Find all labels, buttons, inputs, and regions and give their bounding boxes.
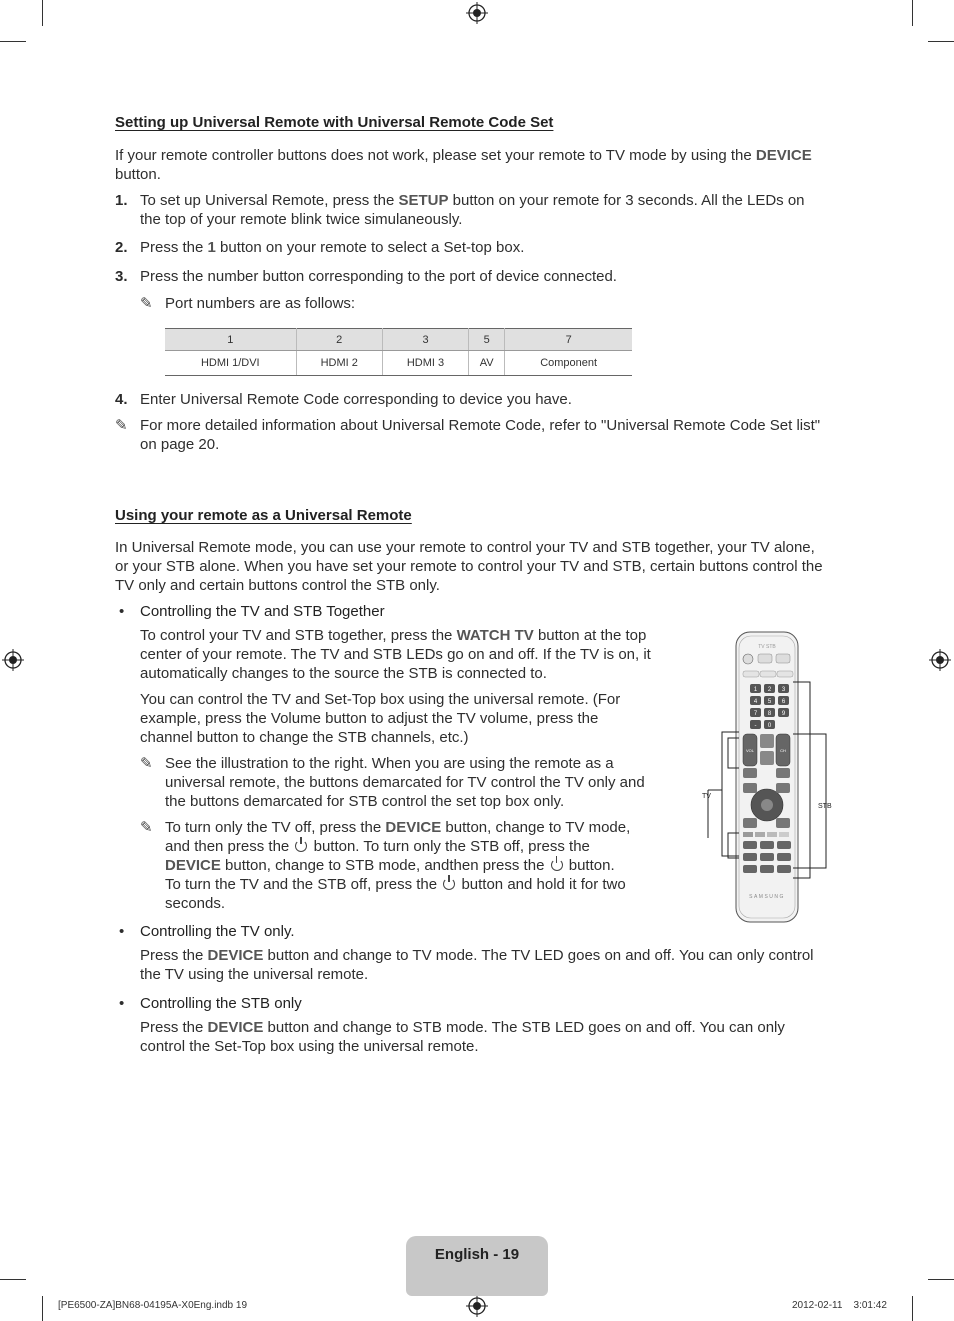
registration-mark-icon <box>2 649 24 671</box>
bullet-dot: • <box>119 995 125 1012</box>
pencil-note-icon: ✎ <box>140 755 153 772</box>
remote-key-label: 1 <box>753 687 758 693</box>
remote-key-label: 2 <box>767 687 772 693</box>
more-info-note: For more detailed information about Universal Remote Code, refer to "Universal Remote Code Set list" on page 20. <box>140 417 821 453</box>
step-number: 2. <box>115 239 128 256</box>
intro-text: If your remote controller buttons does not work, please set your remote to TV mode by using the <box>115 147 756 164</box>
bullet-title: Controlling the TV only. <box>140 923 295 940</box>
table-cell: HDMI 1/DVI <box>165 351 296 376</box>
remote-key-label: 5 <box>767 699 772 705</box>
table-cell: AV <box>469 351 505 376</box>
page-number-tab <box>406 1236 548 1296</box>
remote-key-label: 0 <box>767 723 772 729</box>
table-header-cell: 7 <box>505 329 632 351</box>
intro-paragraph <box>115 146 845 184</box>
bullet2-paragraph: Press the DEVICE button and change to TV mode. The TV LED goes on and off. You can only control the TV using the universal remote. <box>140 947 814 983</box>
table-header-cell: 2 <box>296 329 382 351</box>
crop-mark <box>928 1279 954 1280</box>
step-2-text: Press the 1 button on your remote to select a Set-top box. <box>140 239 525 256</box>
table-header-row <box>165 329 632 351</box>
step-number: 3. <box>115 268 128 285</box>
section2-intro: In Universal Remote mode, you can use your remote to control your TV and STB together, your TV alone, or your STB alone. When you have set your remote to control your TV and STB, certain buttons control the TV only and certain buttons control the STB only. <box>115 539 823 594</box>
port-note: Port numbers are as follows: <box>165 295 356 312</box>
remote-key-label: 6 <box>781 699 786 705</box>
power-icon <box>443 878 455 890</box>
crop-mark <box>0 1279 26 1280</box>
power-off-note: To turn only the TV off, press the DEVICE button, change to TV mode, and then press the button. To turn only the STB off, press the DEVICE button, change to STB mode, andthen press the button. To turn the TV and the STB off, press the button and hold it for two seconds. <box>165 819 631 912</box>
crop-mark <box>42 1296 43 1321</box>
crop-mark <box>0 41 26 42</box>
bullet1-paragraph2: You can control the TV and Set-Top box using the universal remote. (For example, press the Volume button to adjust the TV volume, press the channel button to change the STB channels, etc.) <box>140 691 621 746</box>
section-heading: Using your remote as a Universal Remote <box>115 507 412 524</box>
registration-mark-icon <box>929 649 951 671</box>
intro-text-end: button. <box>115 166 161 183</box>
brand-logo: SAMSUNG <box>749 894 785 900</box>
step-4-text: Enter Universal Remote Code corresponding to device you have. <box>140 391 572 408</box>
ports-table <box>165 328 632 376</box>
crop-mark <box>928 41 954 42</box>
step-1-text: To set up Universal Remote, press the SETUP button on your remote for 3 seconds. All the LEDs on the top of your remote blink twice simulaneously. <box>140 192 805 228</box>
section-heading: Setting up Universal Remote with Universal Remote Code Set <box>115 114 554 131</box>
stb-label: STB <box>818 803 832 810</box>
registration-mark-icon <box>466 2 488 24</box>
table-row <box>165 351 632 376</box>
page-number: English - 19 <box>434 1246 520 1263</box>
power-icon <box>551 859 563 871</box>
remote-key-label: 3 <box>781 687 786 693</box>
tv-label: TV <box>702 793 711 800</box>
bullet1-paragraph1: To control your TV and STB together, press the WATCH TV button at the top center of your remote. The TV and STB LEDs go on and off. If the TV is on, it automatically changes to the source the STB is connected to. <box>140 627 651 682</box>
crop-mark <box>42 0 43 26</box>
print-slug-left: [PE6500-ZA]BN68-04195A-X0Eng.indb 19 <box>58 1300 248 1311</box>
step-number: 1. <box>115 192 128 209</box>
table-header-cell: 1 <box>165 329 296 351</box>
bullet-dot: • <box>119 603 125 620</box>
bullet-dot: • <box>119 923 125 940</box>
remote-illustration <box>698 628 838 926</box>
pencil-note-icon: ✎ <box>140 295 153 312</box>
remote-key-label: - <box>754 723 757 729</box>
remote-key-label: 4 <box>753 699 758 705</box>
remote-key-label: 9 <box>781 711 786 717</box>
step-number: 4. <box>115 391 128 408</box>
table-cell: Component <box>505 351 632 376</box>
power-icon <box>295 840 307 852</box>
remote-key-label: 7 <box>753 711 758 717</box>
crop-mark <box>912 1296 913 1321</box>
bullet3-paragraph: Press the DEVICE button and change to STB mode. The STB LED goes on and off. You can only control the Set-Top box using the universal remote. <box>140 1019 785 1055</box>
illustration-note: See the illustration to the right. When you are using the remote as a universal remote, the buttons demarcated for TV control the TV only and the buttons demarcated for STB control the set top box only. <box>165 755 645 810</box>
ch-label: CH <box>780 748 786 753</box>
table-cell: HDMI 3 <box>382 351 468 376</box>
bullet-title: Controlling the TV and STB Together <box>140 603 385 620</box>
pencil-note-icon: ✎ <box>115 417 128 434</box>
table-header-cell: 5 <box>469 329 505 351</box>
table-cell: HDMI 2 <box>296 351 382 376</box>
step-3-text: Press the number button corresponding to the port of device connected. <box>140 268 617 285</box>
registration-mark-icon <box>466 1295 488 1317</box>
pencil-note-icon: ✎ <box>140 819 153 836</box>
bullet-title: Controlling the STB only <box>140 995 302 1012</box>
remote-key-label: 8 <box>767 711 772 717</box>
vol-label: VOL <box>745 748 755 753</box>
led-labels: TV STB <box>758 644 776 650</box>
crop-mark <box>912 0 913 26</box>
table-header-cell: 3 <box>382 329 468 351</box>
print-slug-right: 2012-02-11 3:01:42 <box>792 1300 887 1311</box>
device-keyword: DEVICE <box>755 147 812 164</box>
